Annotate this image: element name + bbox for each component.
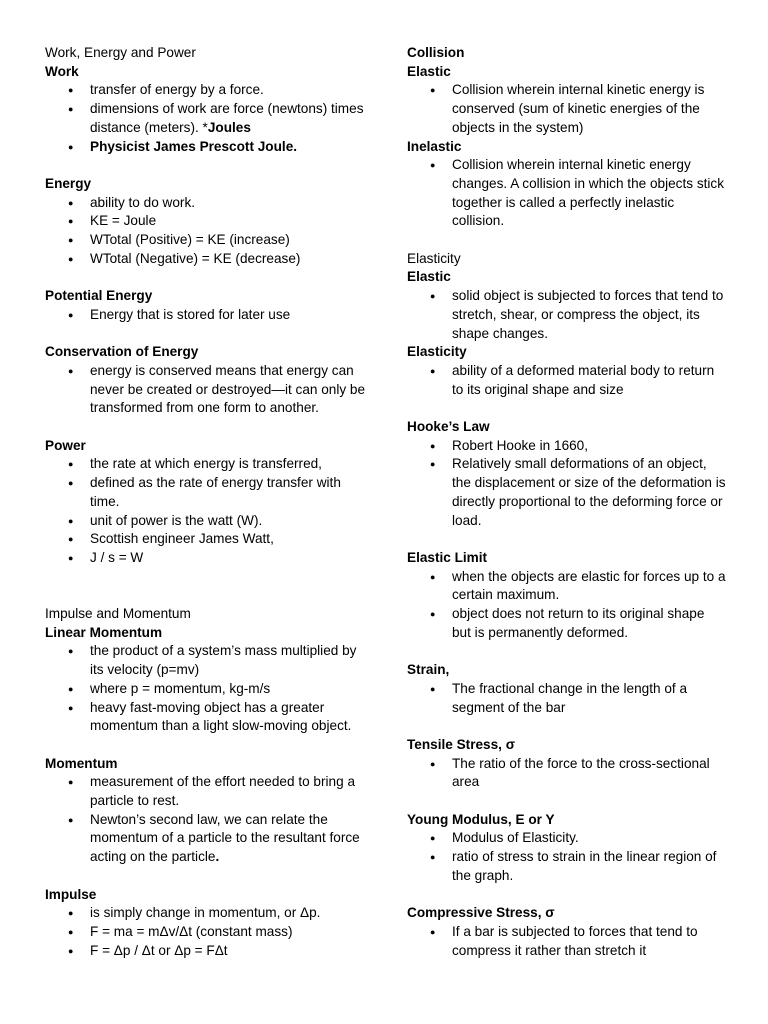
heading-potential-energy: Potential Energy [45,288,153,304]
left-column [45,44,367,960]
list-item: ● F = Δp / Δt or Δp = FΔt [45,942,367,961]
list-item: ● ability of a deformed material body to return to its original shape and size [407,362,727,399]
list-item: ● Energy that is stored for later use [45,306,367,325]
heading-conservation-of-energy: Conservation of Energy [45,344,199,360]
list-item: ● transfer of energy by a force. [45,81,367,100]
momentum-list [45,773,367,867]
list-item: ● unit of power is the watt (W). [45,512,367,531]
heading-hookes-law: Hooke’s Law [407,419,490,435]
list-item: ● If a bar is subjected to forces that tend to compress it rather than stretch it [407,923,727,960]
list-item: ● The fractional change in the length of a segment of the bar [407,680,727,717]
list-item: ● WTotal (Positive) = KE (increase) [45,231,367,250]
list-item-text: dimensions of work are force (newtons) times distance (meters). * [90,101,364,135]
list-item: ● ratio of stress to strain in the linear region of the graph. [407,848,727,885]
work-list [45,81,367,156]
section-title-collision: Collision [407,45,465,60]
heading-tensile-stress: Tensile Stress, σ [407,736,516,752]
list-item: ● WTotal (Negative) = KE (decrease) [45,250,367,269]
power-list [45,455,367,567]
list-item: ● the product of a system’s mass multiplied by its velocity (p=mv) [45,642,367,679]
heading-strain: Strain, [407,662,450,678]
heading-energy: Energy [45,175,92,191]
heading-work: Work [45,63,79,79]
list-item: ● is simply change in momentum, or Δp. [45,904,367,923]
list-item: ● Modulus of Elasticity. [407,829,727,848]
list-item: ● solid object is subjected to forces that tend to stretch, shear, or compress the object, its shape changes. [407,287,727,343]
list-item: ● Collision wherein internal kinetic energy changes. A collision in which the objects stick together is called a perfectly inelastic collision. [407,156,727,231]
heading-power: Power [45,437,86,453]
heading-elasticity: Elasticity [407,344,467,360]
heading-momentum: Momentum [45,755,118,771]
inelastic-collision-list [407,156,727,231]
potential-energy-list [45,306,367,325]
list-item: ● Relatively small deformations of an object, the displacement or size of the deformation is directly proportional to the deforming force or load. [407,455,727,530]
list-item: ● F = ma = mΔv/Δt (constant mass) [45,923,367,942]
list-item: ● energy is conserved means that energy can never be created or destroyed—it can only be transformed from one form to another. [45,362,367,418]
list-item: ● the rate at which energy is transferred, [45,455,367,474]
linear-momentum-list [45,642,367,736]
list-item: ● heavy fast-moving object has a greater momentum than a light slow-moving object. [45,699,367,736]
tensile-stress-list [407,755,727,792]
list-item [45,100,367,137]
list-item: ● Robert Hooke in 1660, [407,437,727,456]
heading-compressive-stress: Compressive Stress, σ [407,905,555,921]
section-title-impulse-momentum: Impulse and Momentum [45,606,191,621]
heading-linear-momentum: Linear Momentum [45,624,163,640]
hookes-law-list [407,437,727,531]
list-item: ● J / s = W [45,549,367,568]
right-column [407,44,727,960]
energy-list [45,194,367,269]
elastic-list [407,287,727,343]
elastic-collision-list [407,81,727,137]
elasticity-list [407,362,727,399]
list-item: ● Scottish engineer James Watt, [45,530,367,549]
impulse-list [45,904,367,960]
heading-young-modulus: Young Modulus, E or Y [407,811,555,827]
list-item: ● where p = momentum, kg-m/s [45,680,367,699]
list-item: ● defined as the rate of energy transfer with time. [45,474,367,511]
strain-list [407,680,727,717]
list-item: ● KE = Joule [45,212,367,231]
list-item: ● ability to do work. [45,194,367,213]
list-item: ● Physicist James Prescott Joule. [45,138,367,157]
heading-impulse: Impulse [45,886,97,902]
list-item: ● measurement of the effort needed to bring a particle to rest. [45,773,367,810]
heading-elastic-collision: Elastic [407,63,451,79]
list-item-text: Newton’s second law, we can relate the momentum of a particle to the resultant force acting on the particle [90,811,360,865]
list-item: ● The ratio of the force to the cross-sectional area [407,755,727,792]
list-item [45,811,367,867]
momentum-period: . [215,849,220,865]
young-modulus-list [407,829,727,885]
joules-label: Joules [207,119,251,135]
heading-inelastic-collision: Inelastic [407,138,462,154]
heading-elastic: Elastic [407,269,451,285]
heading-elastic-limit: Elastic Limit [407,549,488,565]
section-title-work-energy-power: Work, Energy and Power [45,45,196,60]
list-item: ● Collision wherein internal kinetic energy is conserved (sum of kinetic energies of the objects in the system) [407,81,727,137]
list-item: ● when the objects are elastic for forces up to a certain maximum. [407,568,727,605]
elastic-limit-list [407,568,727,643]
conservation-of-energy-list [45,362,367,418]
compressive-stress-list [407,923,727,960]
list-item: ● object does not return to its original shape but is permanently deformed. [407,605,727,642]
section-title-elasticity: Elasticity [407,250,461,266]
